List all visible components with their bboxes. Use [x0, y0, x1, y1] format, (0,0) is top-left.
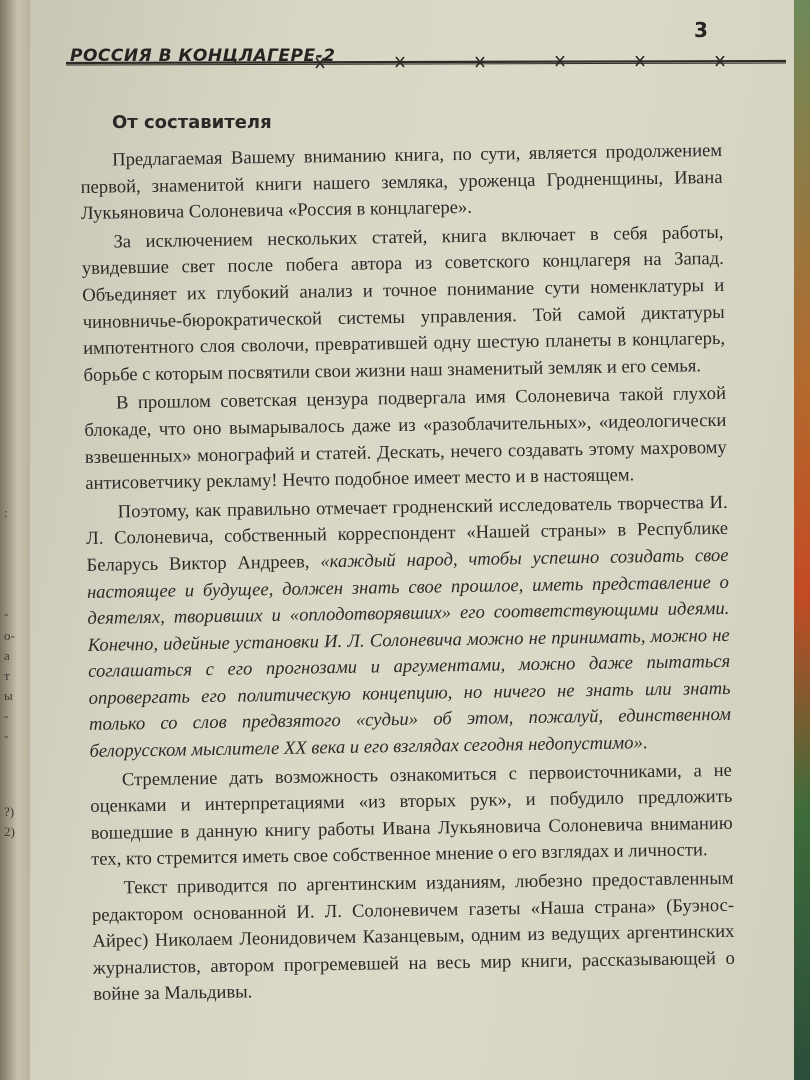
prev-page-fragment: -: [4, 728, 9, 743]
running-head: РОССИЯ В КОНЦЛАГЕРЕ-2: [70, 46, 336, 66]
paragraph: За исключением нескольких статей, книга включает в себя работы, увидевшие свет после побега автора из советского концлагеря на Запад. Объединяет их глубокий анализ и точное понимание сути номенклатуры и чиновничье-бюрократической системы управления. Той самой диктатуры импотентного слоя сволочи, превратившей одну шестую планеты в концлагерь, борьбе с которым посвятили свои жизни наш знаменитый земляк и его семья.: [81, 221, 726, 386]
section-title: От составителя: [112, 112, 272, 133]
book-page: [30, 0, 794, 1080]
prev-page-fragment: а: [4, 648, 10, 663]
previous-page-edge: [0, 0, 30, 1080]
paragraph: Текст приводится по аргентинским изданиям, любезно предоставленным редактором основанной И. Л. Солоневичем газеты «Наша страна» (Буэнос-Айрес) Николаем Леонидовичем Казанцевым, одним из ведущих аргентинских журналистов, автором прогремевшей на весь мир книги, рассказывающей о войне за Мальдивы.: [91, 867, 735, 1006]
background-book-edge: [792, 0, 810, 1080]
paragraph: Предлагаемая Вашему вниманию книга, по сути, является продолжением первой, знаменитой книги нашего земляка, уроженца Гродненщины, Ивана Лукьяновича Солоневича «Россия в концлагере».: [80, 139, 723, 225]
paragraph: [86, 490, 732, 766]
paragraph: Стремление дать возможность ознакомиться с первоисточниками, а не оценками и интерпретациями «из вторых рук», и побудило предложить вошедшие в данную книгу работы Ивана Лукьяновича Солоневича вниманию тех, кто стремится иметь свое собственное мнение о его взглядах и личности.: [90, 759, 733, 871]
prev-page-fragment: т: [4, 668, 10, 683]
prev-page-fragment: ?): [4, 804, 15, 819]
paragraph-tail: .: [642, 732, 648, 754]
paragraph: В прошлом советская цензура подвергала имя Солоневича такой глухой блокаде, что оно вымарывалось даже из «разоблачительных», «идеологически взвешенных» монографий и статей. Дескать, нечего создавать этому махровому антисоветчику рекламу! Нечто подобное имеет место и в настоящем.: [84, 383, 727, 495]
prev-page-fragment: ы: [4, 688, 13, 703]
body-text: [80, 138, 735, 1009]
page-number: 3: [694, 18, 708, 42]
prev-page-fragment: -: [4, 606, 9, 621]
barbed-wire-rule: [66, 56, 786, 70]
prev-page-fragment: :: [4, 505, 8, 520]
quotation: «каждый народ, чтобы успешно созидать свое настоящее и будущее, должен знать свое прошлое, иметь представление о деятелях, творивших и «оплодотворявших» его соответствующими идеями. Конечно, идейные установки И. Л. Солоневича можно не принимать, можно не соглашаться с его прогнозами и аргументами, можно даже пытаться опровергать его политическую концепцию, но ничего не знать или знать только со слов предвзятого «судьи» об этом, пожалуй, единственном белорусском мыслителе XX века и его взглядах сегодня недопустимо»: [86, 544, 732, 762]
prev-page-fragment: о-: [4, 628, 15, 643]
prev-page-fragment: -: [4, 708, 9, 723]
prev-page-fragment: 2): [4, 824, 15, 839]
paragraph-lead: Поэтому, как правильно отмечает гродненский исследователь творчества И. Л. Солоневича, собственный корреспондент «Нашей страны» в Республике Беларусь Виктор Андреев,: [85, 491, 729, 576]
